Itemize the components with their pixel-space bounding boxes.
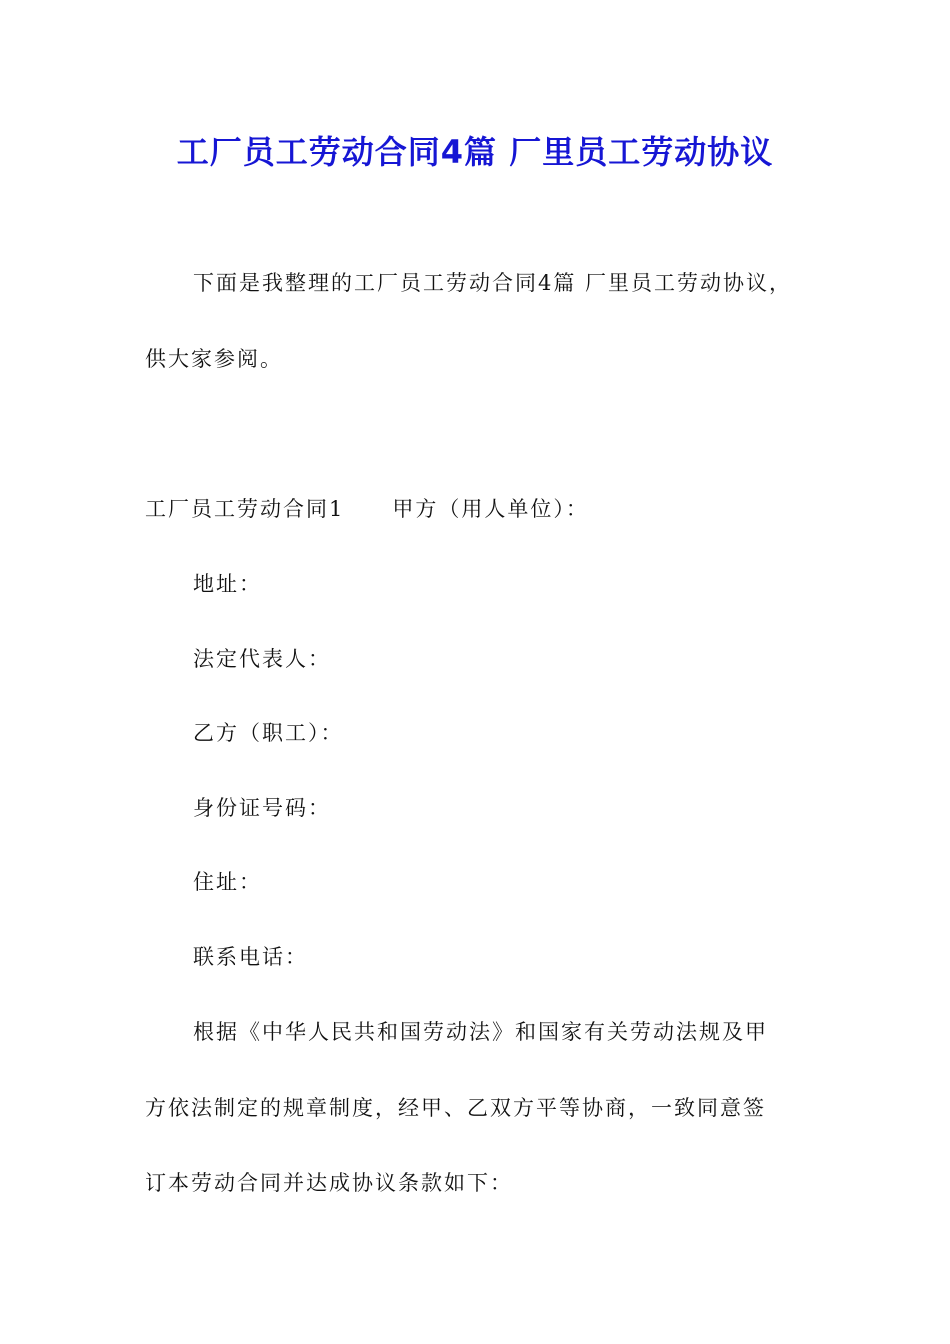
intro-line-1: 下面是我整理的工厂员工劳动合同4篇 厂里员工劳动协议，: [193, 271, 793, 295]
basis-line-1: 根据《中华人民共和国劳动法》和国家有关劳动法规及甲: [193, 1020, 768, 1044]
section-heading-row: [145, 494, 589, 524]
party-a-label: 甲方（用人单位）：: [392, 497, 589, 521]
residence-label: 住址：: [193, 870, 262, 894]
address-label: 地址：: [193, 572, 262, 596]
basis-line-3: 订本劳动合同并达成协议条款如下：: [145, 1171, 513, 1195]
intro-line-2: 供大家参阅。: [145, 347, 283, 371]
party-b-label: 乙方（职工）：: [193, 721, 344, 745]
document-title: 工厂员工劳动合同4篇 厂里员工劳动协议: [176, 133, 774, 171]
basis-line-2: 方依法制定的规章制度，经甲、乙双方平等协商，一致同意签: [145, 1096, 766, 1120]
phone-label: 联系电话：: [193, 945, 308, 969]
legal-rep-label: 法定代表人：: [193, 647, 331, 671]
section-heading: 工厂员工劳动合同1: [145, 497, 345, 521]
id-number-label: 身份证号码：: [193, 796, 331, 820]
